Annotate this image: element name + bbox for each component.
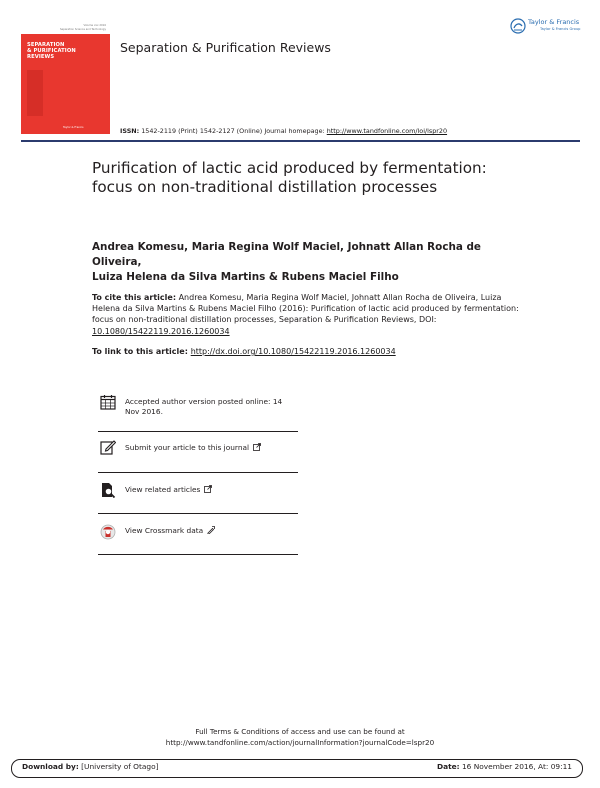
download-date-value: 16 November 2016, At: 09:11	[459, 762, 572, 771]
issn-text: 1542-2119 (Print) 1542-2127 (Online) Journal homepage:	[139, 127, 327, 135]
citation-block	[92, 292, 522, 337]
cover-header	[21, 22, 110, 34]
cover-bar	[27, 70, 43, 116]
article-title: Purification of lactic acid produced by fermentation: focus on non-traditional distillation processes	[92, 159, 487, 196]
publisher-group: Taylor & Francis Group	[540, 27, 581, 31]
external-edit-icon	[207, 526, 215, 534]
cover-publisher: Taylor & Francis	[63, 126, 84, 129]
cover-subtitle: Separation Science and Technology	[59, 27, 106, 31]
terms-link[interactable]: http://www.tandfonline.com/action/journalInformation?journalCode=lspr20	[165, 738, 435, 747]
article-link[interactable]: http://dx.doi.org/10.1080/15422119.2016.1260034	[190, 347, 396, 356]
calendar-icon	[100, 394, 116, 410]
publisher-name: Taylor & Francis	[528, 18, 580, 26]
terms-footer	[0, 726, 600, 748]
article-actions	[98, 388, 298, 555]
download-date	[437, 762, 572, 771]
related-articles-label: View related articles	[125, 485, 201, 494]
cover-title-line: REVIEWS	[27, 54, 55, 60]
submit-article-row[interactable]	[98, 432, 298, 473]
journal-cover	[21, 22, 110, 134]
article-link-label: To link to this article:	[92, 347, 191, 356]
terms-text: Full Terms & Conditions of access and use can be found at	[195, 727, 405, 736]
accepted-version-text: Accepted author version posted online: 14 Nov 2016.	[125, 397, 283, 416]
edit-icon	[100, 439, 116, 455]
related-articles-icon	[100, 482, 116, 498]
related-articles-link[interactable]	[125, 485, 212, 495]
crossmark-label: View Crossmark data	[125, 526, 204, 535]
submit-article-label: Submit your article to this journal	[125, 443, 250, 452]
citation-text: Andrea Komesu, Maria Regina Wolf Maciel, Johnatt Allan Rocha de Oliveira, Luiza Helena da Silva Martins & Rubens Maciel Filho (2016): Purification of lactic acid produced by fermentation: focus on non-traditional distillation processes, Separation & Purification Reviews, DOI:	[92, 293, 519, 325]
authors-line: Andrea Komesu, Maria Regina Wolf Maciel, Johnatt Allan Rocha de Oliveira,	[92, 241, 481, 268]
downloaded-by-value: [University of Otago]	[78, 762, 159, 771]
accepted-version-row	[98, 388, 298, 432]
cover-title-line: SEPARATION	[27, 42, 65, 48]
issn-label: ISSN:	[120, 127, 140, 135]
cover-volume: Volume xxx 2016	[83, 24, 106, 27]
issn-line	[120, 127, 447, 135]
downloaded-by-label: Download by:	[22, 762, 79, 771]
doi-link[interactable]: 10.1080/15422119.2016.1260034	[92, 326, 230, 336]
download-date-label: Date:	[437, 762, 460, 771]
cover-title-line: & PURIFICATION	[27, 48, 76, 54]
crossmark-row[interactable]	[98, 514, 298, 555]
header-rule	[21, 140, 580, 142]
article-link-line	[92, 346, 532, 357]
publisher-logo[interactable]	[510, 17, 590, 37]
external-link-icon	[204, 485, 212, 493]
cover-title	[27, 42, 76, 60]
cover-small-text	[27, 24, 106, 31]
article-authors	[92, 240, 532, 285]
authors-line: Luiza Helena da Silva Martins & Rubens Maciel Filho	[92, 271, 399, 283]
download-info-box	[11, 759, 583, 778]
submit-article-link[interactable]	[125, 443, 261, 453]
downloaded-by	[22, 762, 159, 771]
related-articles-row[interactable]	[98, 473, 298, 514]
journal-homepage-link[interactable]: http://www.tandfonline.com/loi/lspr20	[326, 127, 448, 135]
crossmark-link[interactable]	[125, 526, 215, 536]
publisher-logo-icon	[510, 18, 526, 34]
citation-label: To cite this article:	[92, 293, 177, 302]
crossmark-icon	[100, 524, 116, 540]
external-link-icon	[253, 443, 261, 451]
journal-name: Separation & Purification Reviews	[120, 40, 331, 55]
